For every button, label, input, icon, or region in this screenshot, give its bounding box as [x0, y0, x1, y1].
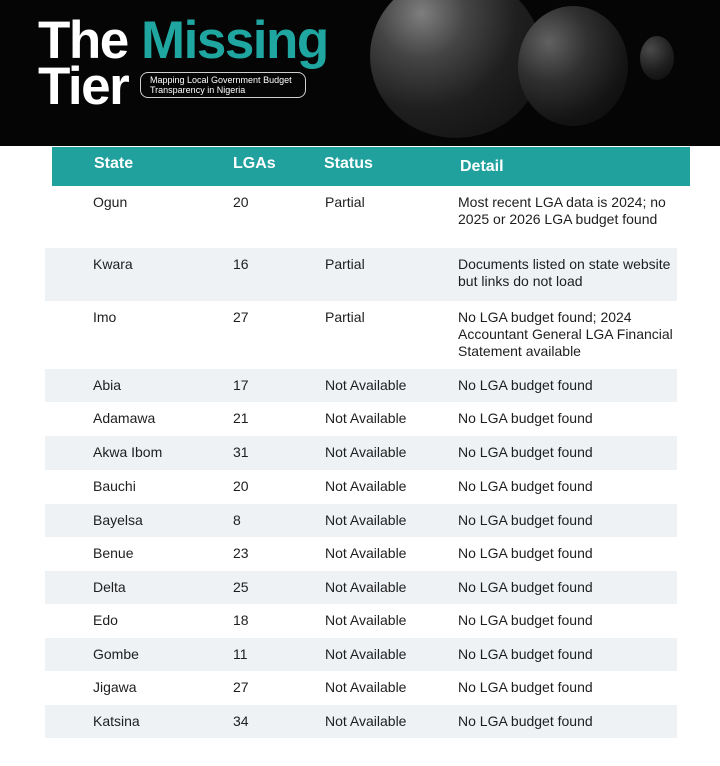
table-row: [45, 705, 677, 738]
state-cell: Jigawa: [93, 679, 137, 695]
lga-count-cell: 20: [233, 194, 249, 210]
table-row: [45, 301, 677, 369]
lga-count-cell: 11: [233, 646, 248, 662]
detail-cell: No LGA budget found: [458, 545, 593, 561]
status-cell: Not Available: [325, 545, 407, 561]
table-row: [45, 186, 677, 248]
table-row: [45, 604, 677, 638]
lga-count-cell: 8: [233, 512, 241, 528]
status-cell: Not Available: [325, 713, 407, 729]
table-row: [45, 537, 677, 571]
table-row: [45, 402, 677, 436]
state-cell: Abia: [93, 377, 122, 393]
state-cell: Kwara: [93, 256, 133, 272]
detail-cell: No LGA budget found: [458, 478, 593, 494]
title-word-the: The: [38, 11, 128, 70]
detail-cell: No LGA budget found: [458, 679, 593, 695]
state-cell: Benue: [93, 545, 134, 561]
title-word-missing: Missing: [140, 11, 328, 70]
status-cell: Not Available: [325, 512, 407, 528]
detail-cell: No LGA budget found; 2024 Accountant General LGA Financial Statement available: [458, 309, 673, 359]
lga-count-cell: 17: [233, 377, 249, 393]
status-cell: Not Available: [325, 646, 407, 662]
state-cell: Bayelsa: [93, 512, 143, 528]
state-cell: Katsina: [93, 713, 140, 729]
table-row: [45, 248, 677, 301]
decorative-sphere-small: [640, 36, 674, 80]
status-cell: Not Available: [325, 377, 407, 393]
table-row: [45, 504, 677, 537]
column-header-lgas: LGAs: [233, 155, 276, 172]
table-row: [45, 638, 677, 671]
state-cell: Delta: [93, 579, 126, 595]
state-cell: Adamawa: [93, 410, 156, 426]
state-cell: Bauchi: [93, 478, 136, 494]
detail-cell: No LGA budget found: [458, 646, 593, 662]
state-cell: Akwa Ibom: [93, 444, 163, 460]
column-header-state: State: [94, 155, 134, 172]
title-word-tier: Tier: [38, 57, 129, 116]
detail-cell: No LGA budget found: [458, 410, 593, 426]
detail-cell: No LGA budget found: [458, 444, 593, 460]
detail-cell: No LGA budget found: [458, 713, 593, 729]
state-cell: Edo: [93, 612, 118, 628]
tagline-badge: [140, 72, 306, 98]
lga-count-cell: 21: [233, 410, 249, 426]
status-cell: Not Available: [325, 478, 407, 494]
lga-count-cell: 27: [233, 309, 249, 325]
detail-cell: No LGA budget found: [458, 377, 593, 393]
table-row: [45, 436, 677, 470]
status-cell: Not Available: [325, 579, 407, 595]
decorative-sphere-large: [370, 0, 542, 138]
lga-count-cell: 16: [233, 256, 249, 272]
decorative-sphere-medium: [518, 6, 628, 126]
hero-banner: [0, 0, 720, 146]
table-row: [45, 571, 677, 604]
status-cell: Partial: [325, 194, 365, 210]
lga-count-cell: 20: [233, 478, 249, 494]
status-cell: Partial: [325, 309, 365, 325]
lga-count-cell: 25: [233, 579, 249, 595]
status-cell: Not Available: [325, 444, 407, 460]
status-cell: Not Available: [325, 612, 407, 628]
table-header: [52, 147, 690, 186]
column-header-detail: Detail: [460, 158, 504, 175]
lga-count-cell: 31: [233, 444, 249, 460]
state-cell: Ogun: [93, 194, 128, 210]
detail-cell: Documents listed on state website but links do not load: [458, 256, 671, 289]
status-cell: Not Available: [325, 679, 407, 695]
detail-cell: No LGA budget found: [458, 579, 593, 595]
status-cell: Partial: [325, 256, 365, 272]
detail-cell: Most recent LGA data is 2024; no 2025 or 2026 LGA budget found: [458, 194, 666, 227]
column-header-status: Status: [324, 155, 373, 172]
state-cell: Gombe: [93, 646, 139, 662]
status-cell: Not Available: [325, 410, 407, 426]
table-row: [45, 470, 677, 504]
table-body: [45, 186, 677, 738]
detail-cell: No LGA budget found: [458, 612, 593, 628]
table-row: [45, 671, 677, 705]
tagline-line-2: Transparency in Nigeria: [150, 85, 246, 95]
lga-count-cell: 23: [233, 545, 249, 561]
table-row: [45, 369, 677, 402]
detail-cell: No LGA budget found: [458, 512, 593, 528]
lga-count-cell: 27: [233, 679, 249, 695]
tagline-line-1: Mapping Local Government Budget: [150, 75, 292, 85]
lga-count-cell: 34: [233, 713, 249, 729]
state-cell: Imo: [93, 309, 117, 325]
lga-count-cell: 18: [233, 612, 249, 628]
